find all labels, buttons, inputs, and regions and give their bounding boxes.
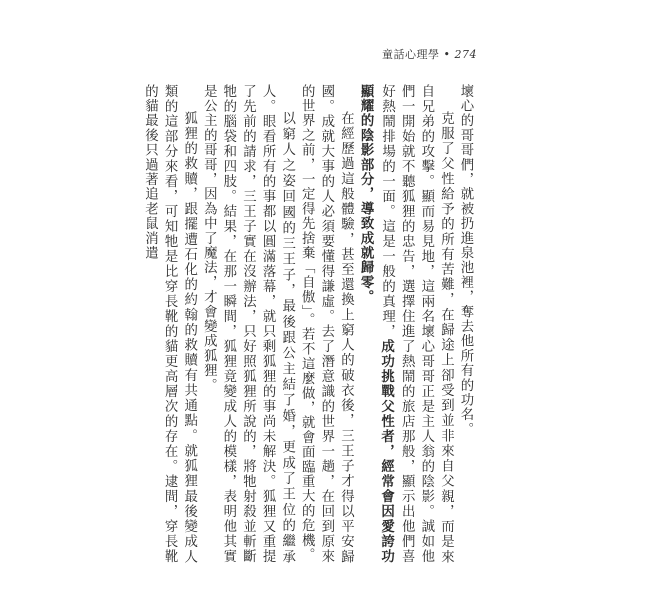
paragraph-p4 — [199, 84, 297, 564]
paragraph-text: 在經歷過這般體驗，甚至還換上窮人的破衣後，三王子才得以平安歸國。成就大事的人必須要懂得謙虛。去了潛意識的世界一趟，在回到原來的世界之前，一定得先捨棄「自傲」。若不這麼做，就會面臨重大的危機。 — [299, 84, 354, 564]
emphasized-text: 成功挑戰父性者，經常會因愛誇功顯耀的陰影部分，導致成就歸零。 — [358, 84, 395, 565]
paragraph-text: 以窮人之姿回國的三王子，最後跟公主結了婚，更成了王位的繼承人。眼看所有的事都以圓滿落幕，就只剩狐狸的事尚未解決。狐狸又重提了先前的請求，三王子實在沒辦法，只好照狐狸所說的，將牠射殺並斬斷牠的腦袋和四肢。結果，在那一瞬間，狐狸竟變成人的模樣，表明他其實是公主的哥哥，因為中了魔法，才會變成狐狸。 — [201, 84, 295, 564]
paragraph-p5 — [140, 84, 199, 564]
paragraph-text: 狐狸的救贖，跟擺遭石化的約翰的救贖有共通點。就狐狸最後變成人類的這部分來看，可知牠是比穿長靴的貓更高層次的存在。逮間，穿長靴的貓最後只過著追老鼠消遣 — [142, 84, 197, 564]
page-number: 274 — [454, 48, 477, 61]
vertical-body-text — [142, 84, 475, 565]
running-header — [382, 46, 477, 62]
paragraph-p3 — [297, 84, 356, 564]
header-separator: • — [439, 48, 455, 61]
header-title: 童話心理學 — [382, 48, 440, 61]
paragraph-p2 — [355, 84, 455, 564]
paragraph-text: 克服了父性給予的所有苦難，在歸途上卻受到並非來自父親，而是來自兄弟的攻擊。顯而易見地，這兩名壞心哥哥正是主人翁的陰影。誠如他們一開始就不聽狐狸的忠告，選擇住進了熱鬧的旅店那般，顯示出他們喜好熱鬧排場的一面。這是一般的真理， — [379, 84, 454, 564]
paragraph-text: 壞心的哥哥們，就被扔進泉池裡，奪去他所有的功名。 — [458, 84, 473, 437]
paragraph-p1 — [455, 84, 475, 564]
